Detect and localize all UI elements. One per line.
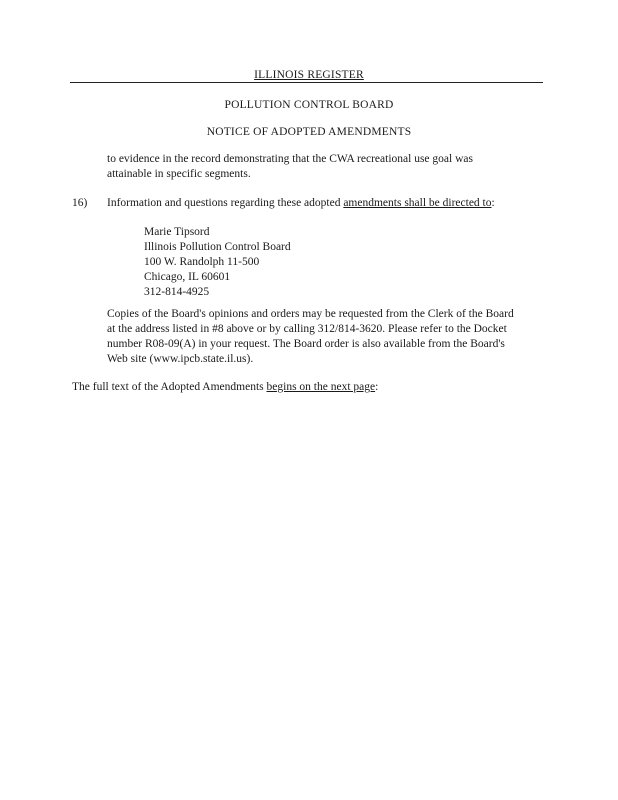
register-title: ILLINOIS REGISTER <box>254 69 364 81</box>
notice-type: NOTICE OF ADOPTED AMENDMENTS <box>206 126 412 138</box>
item-text-after: : <box>491 197 495 209</box>
contact-city: Chicago, IL 60601 <box>144 271 231 283</box>
copies-line: Copies of the Board's opinions and orders may be requested from the Clerk of the Board <box>107 308 514 320</box>
item-text <box>107 196 495 211</box>
contact-street: 100 W. Randolph 11-500 <box>144 256 260 268</box>
closing-text-underlined: begins on the next page <box>266 381 376 393</box>
continuation-line: to evidence in the record demonstrating that the CWA recreational use goal was <box>107 153 473 165</box>
contact-organization: Illinois Pollution Control Board <box>144 241 291 253</box>
item-text-before: Information and questions regarding these adopted <box>107 197 344 209</box>
closing-text-before: The full text of the Adopted Amendments <box>72 381 267 393</box>
closing-line <box>72 380 378 395</box>
item-text-underlined: amendments shall be directed to <box>343 197 492 209</box>
closing-text-after: : <box>375 381 379 393</box>
copies-line: number R08-09(A) in your request. The Board order is also available from the Board's <box>107 338 505 350</box>
contact-phone: 312-814-4925 <box>144 286 210 298</box>
continuation-line: attainable in specific segments. <box>107 168 251 180</box>
item-number: 16) <box>72 197 88 209</box>
copies-line: Web site (www.ipcb.state.il.us). <box>107 353 254 365</box>
contact-name: Marie Tipsord <box>144 226 210 238</box>
agency-name: POLLUTION CONTROL BOARD <box>224 99 394 111</box>
copies-line: at the address listed in #8 above or by calling 312/814-3620. Please refer to the Docket <box>107 323 507 335</box>
header-rule <box>70 82 543 83</box>
